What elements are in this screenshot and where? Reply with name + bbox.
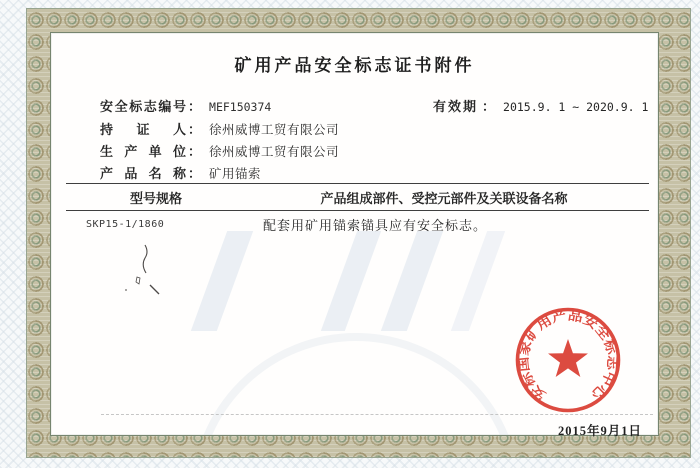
field-value: 矿用锚索 (209, 167, 262, 181)
field-colon: ： (188, 122, 202, 137)
table-rule-header-bottom (66, 210, 649, 211)
field-label: 生产单位 (100, 144, 186, 159)
watermark-bar (191, 231, 253, 331)
seal-ring-text: 安标国家矿用产品安全标志中心 (515, 307, 621, 404)
table-header-model: 型号规格 (129, 191, 183, 206)
table-header-components: 产品组成部件、受控元部件及关联设备名称 (320, 191, 568, 206)
field-row-certificate-holder (100, 119, 339, 138)
field-row-manufacturer (100, 141, 339, 160)
field-value: 徐州威博工贸有限公司 (209, 145, 340, 159)
field-colon: ： (188, 144, 202, 159)
seal-star-icon (548, 339, 588, 377)
table-cell-model: SKP15-1/1860 (86, 219, 165, 230)
table-cell-note: 配套用矿用锚索锚具应有安全标志。 (263, 218, 488, 233)
watermark-bar (381, 231, 443, 331)
issue-date: 2015年9月1日 (557, 424, 642, 438)
field-colon: ： (188, 99, 202, 114)
validity-value: 2015.9. 1 ~ 2020.9. 1 (503, 100, 649, 114)
certificate-sheet (50, 32, 659, 436)
validity-label: 有效期 (433, 99, 479, 114)
field-value: MEF150374 (209, 100, 272, 114)
field-row-validity (433, 96, 648, 115)
official-red-seal (506, 297, 630, 421)
field-value: 徐州威博工贸有限公司 (209, 123, 340, 137)
watermark-arc (191, 333, 521, 435)
pen-ink-mark (123, 243, 173, 303)
validity-colon: ： (482, 99, 496, 114)
field-label: 安全标志编号 (100, 99, 186, 114)
watermark-bar (321, 231, 381, 331)
field-label: 持证人 (100, 122, 186, 137)
field-colon: ： (188, 166, 202, 181)
watermark-bar (451, 231, 505, 331)
certificate-title: 矿用产品安全标志证书附件 (234, 56, 475, 75)
field-row-product-name (100, 163, 261, 182)
table-rule-top (66, 183, 649, 184)
field-label: 产品名称 (100, 166, 186, 181)
field-row-mark-number (100, 96, 271, 115)
